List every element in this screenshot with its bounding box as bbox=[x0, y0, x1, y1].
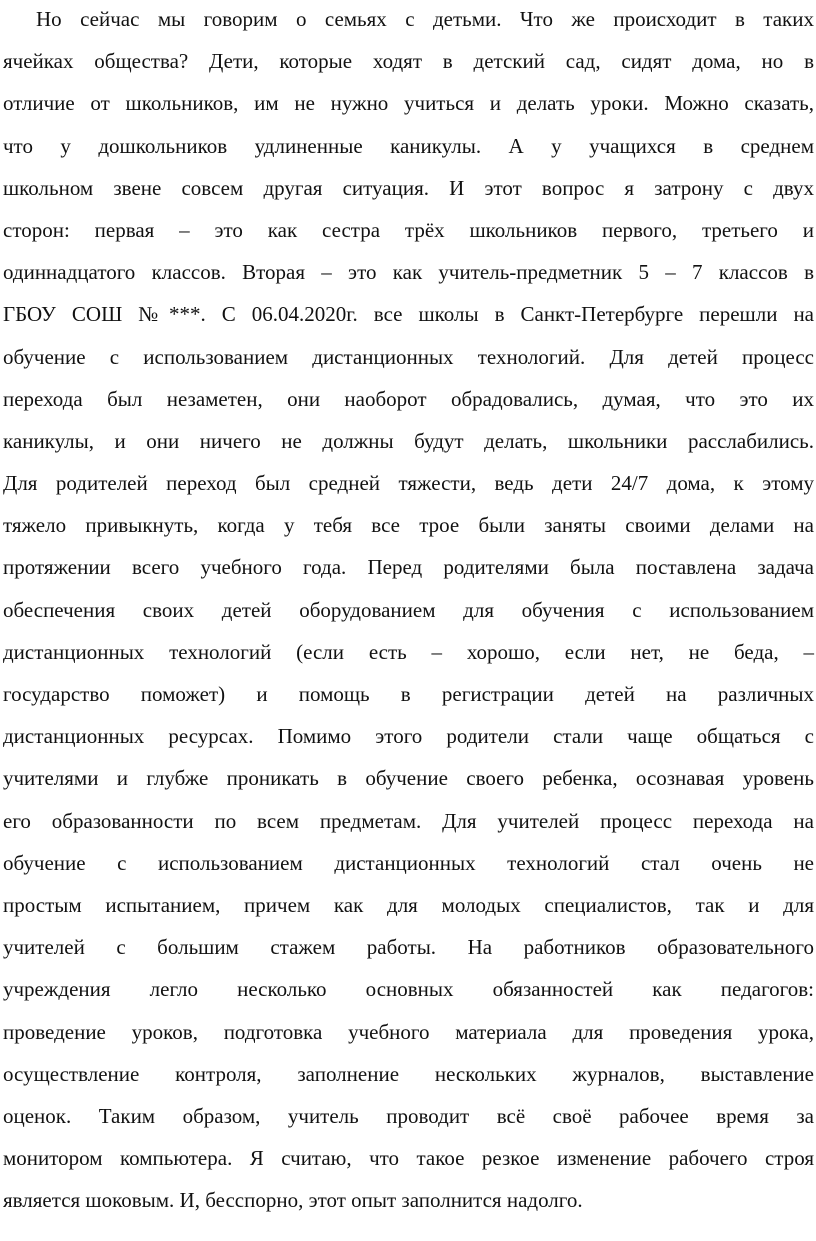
body-paragraph bbox=[3, 0, 814, 1221]
paragraph-line: что у дошкольников удлиненные каникулы. А у учащихся в среднем bbox=[3, 133, 814, 158]
paragraph-line: Для родителей переход был средней тяжести, ведь дети 24/7 дома, к этому bbox=[3, 471, 814, 496]
paragraph-line: учреждения легло несколько основных обязанностей как педагогов: bbox=[3, 977, 814, 1002]
paragraph-line: ГБОУ СОШ №***. С 06.04.2020г. все школы в Санкт-Петербурге перешли на bbox=[3, 302, 814, 327]
paragraph-line: школьном звене совсем другая ситуация. И этот вопрос я затрону с двух bbox=[3, 175, 814, 200]
paragraph-line: протяжении всего учебного года. Перед родителями была поставлена задача bbox=[3, 555, 814, 580]
paragraph-line: ячейках общества? Дети, которые ходят в детский сад, сидят дома, но в bbox=[3, 49, 814, 74]
paragraph-line: дистанционных технологий (если есть – хорошо, если нет, не беда, – bbox=[3, 639, 814, 664]
paragraph-line: простым испытанием, причем как для молодых специалистов, так и для bbox=[3, 892, 814, 917]
paragraph-line: обеспечения своих детей оборудованием для обучения с использованием bbox=[3, 597, 814, 622]
paragraph-line: сторон: первая – это как сестра трёх школьников первого, третьего и bbox=[3, 217, 814, 242]
paragraph-line: учителями и глубже проникать в обучение своего ребенка, осознавая уровень bbox=[3, 766, 814, 791]
paragraph-line: учителей с большим стажем работы. На работников образовательного bbox=[3, 935, 814, 960]
paragraph-line: перехода был незаметен, они наоборот обрадовались, думая, что это их bbox=[3, 386, 814, 411]
paragraph-line: государство поможет) и помощь в регистрации детей на различных bbox=[3, 682, 814, 706]
paragraph-line: каникулы, и они ничего не должны будут делать, школьники расслабились. bbox=[3, 428, 814, 453]
paragraph-line: одиннадцатого классов. Вторая – это как учитель-предметник 5 – 7 классов в bbox=[3, 260, 814, 285]
paragraph-line: является шоковым. И, бесспорно, этот опыт заполнится надолго. bbox=[3, 1188, 583, 1213]
paragraph-line: оценок. Таким образом, учитель проводит всё своё рабочее время за bbox=[3, 1103, 814, 1128]
paragraph-line: монитором компьютера. Я считаю, что такое резкое изменение рабочего строя bbox=[3, 1146, 814, 1171]
paragraph-line: Но сейчас мы говорим о семьях с детьми. Что же происходит в таких bbox=[36, 7, 814, 31]
paragraph-line: проведение уроков, подготовка учебного материала для проведения урока, bbox=[3, 1019, 814, 1044]
paragraph-line: обучение с использованием дистанционных технологий стал очень не bbox=[3, 850, 814, 875]
paragraph-line: тяжело привыкнуть, когда у тебя все трое были заняты своими делами на bbox=[3, 513, 814, 538]
paragraph-line: отличие от школьников, им не нужно учиться и делать уроки. Можно сказать, bbox=[3, 91, 814, 116]
paragraph-line: осуществление контроля, заполнение нескольких журналов, выставление bbox=[3, 1061, 814, 1086]
paragraph-line: его образованности по всем предметам. Для учителей процесс перехода на bbox=[3, 808, 814, 833]
paragraph-line: обучение с использованием дистанционных технологий. Для детей процесс bbox=[3, 344, 814, 369]
paragraph-line: дистанционных ресурсах. Помимо этого родители стали чаще общаться с bbox=[3, 724, 814, 749]
